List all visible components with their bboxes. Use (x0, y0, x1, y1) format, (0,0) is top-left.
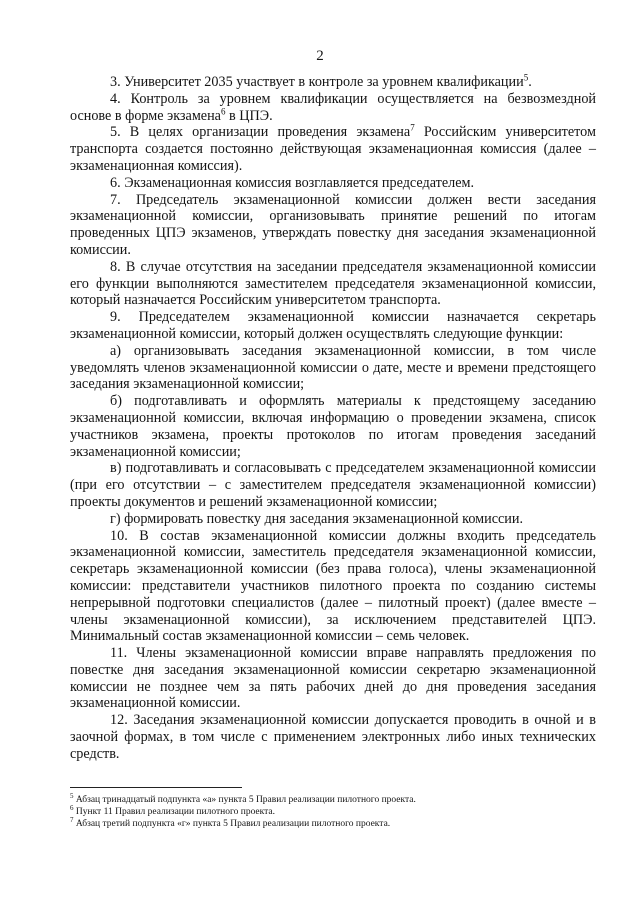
footnote-ref-5: 5 (523, 72, 529, 83)
subparagraph-b: б) подготавливать и оформлять материалы к предстоящему заседанию экзаменационной комиссии, включая информацию о проведении экзамена, список участников экзамена, проекты протоколов по итогам проведения заседаний экзаменационной комиссии; (70, 393, 596, 460)
subparagraph-a: а) организовывать заседания экзаменационной комиссии, в том числе уведомлять членов экзаменационной комиссии о дате, месте и времени предстоящего заседания экзаменационной комиссии; (70, 342, 596, 393)
footnote-5: $^5$ Абзац тринадцатый подпункта «а» пункта 5 Правил реализации пилотного проекта. (70, 791, 416, 805)
footnote-separator (70, 787, 242, 788)
paragraph-5: 5. В целях организации проведения экзамена$^7$ Российским университетом транспорта создается постоянно действующая экзаменационная комиссия (далее – экзаменационная комиссия). (70, 122, 596, 174)
page-number: 2 (316, 48, 324, 64)
paragraph-12: 12. Заседания экзаменационной комиссии допускается проводить в очной и в заочной формах, в том числе с применением электронных либо иных технических средств. (70, 712, 596, 762)
paragraph-9: 9. Председателем экзаменационной комиссии назначается секретарь экзаменационной комиссии, который должен осуществлять следующие функции: (70, 309, 596, 342)
footnote-6: $^6$ Пункт 11 Правил реализации пилотного проекта. (70, 803, 275, 817)
footnote-ref-6: 6 (221, 105, 226, 116)
paragraph-4: 4. Контроль за уровнем квалификации осуществляется на безвозмездной основе в форме экзамена$^6$ в ЦПЭ. (70, 90, 596, 124)
paragraph-7: 7. Председатель экзаменационной комиссии должен вести заседания экзаменационной комиссии, организовывать принятие решений по итогам проведенных ЦПЭ экзаменов, утверждать повестку дня заседания экзаменационной комиссии. (70, 191, 596, 258)
paragraph-3: 3. Университет 2035 участвует в контроле за уровнем квалификации$^5$. (110, 72, 532, 90)
footnote-ref-7: 7 (410, 122, 415, 133)
document-body (70, 74, 596, 763)
paragraph-11: 11. Члены экзаменационной комиссии вправе направлять предложения по повестке дня заседания экзаменационной комиссии секретарю экзаменационной комиссии не позднее чем за пять рабочих дней до дня проведения заседания экзаменационной комиссии. (70, 645, 596, 712)
paragraph-10: 10. В состав экзаменационной комиссии должны входить председатель экзаменационной комиссии, заместитель председателя экзаменационной комиссии, секретарь экзаменационной комиссии (без права голоса), члены экзаменационной комиссии: представители участников пилотного проекта по созданию системы непрерывной подготовки специалистов (далее – пилотный проект) (далее вместе – члены экзаменационной комиссии), за исключением представителей ЦПЭ. Минимальный состав экзаменационной комиссии – семь человек. (70, 527, 596, 645)
footnotes (70, 791, 596, 830)
subparagraph-v: в) подготавливать и согласовывать с председателем экзаменационной комиссии (при его отсутствии – с заместителем председателя экзаменационной комиссии) проекты документов и решений экзаменационной комиссии; (70, 460, 596, 510)
paragraph-6: 6. Экзаменационная комиссия возглавляется председателем. (110, 174, 475, 191)
footnote-7: $^7$ Абзац третий подпункта «г» пункта 5 Правил реализации пилотного проекта. (70, 815, 391, 829)
paragraph-8: 8. В случае отсутствия на заседании председателя экзаменационной комиссии его функции выполняются заместителем председателя экзаменационной комиссии, который назначается Российским университетом транспорта. (70, 258, 596, 309)
subparagraph-g: г) формировать повестку дня заседания экзаменационной комиссии. (110, 510, 524, 527)
